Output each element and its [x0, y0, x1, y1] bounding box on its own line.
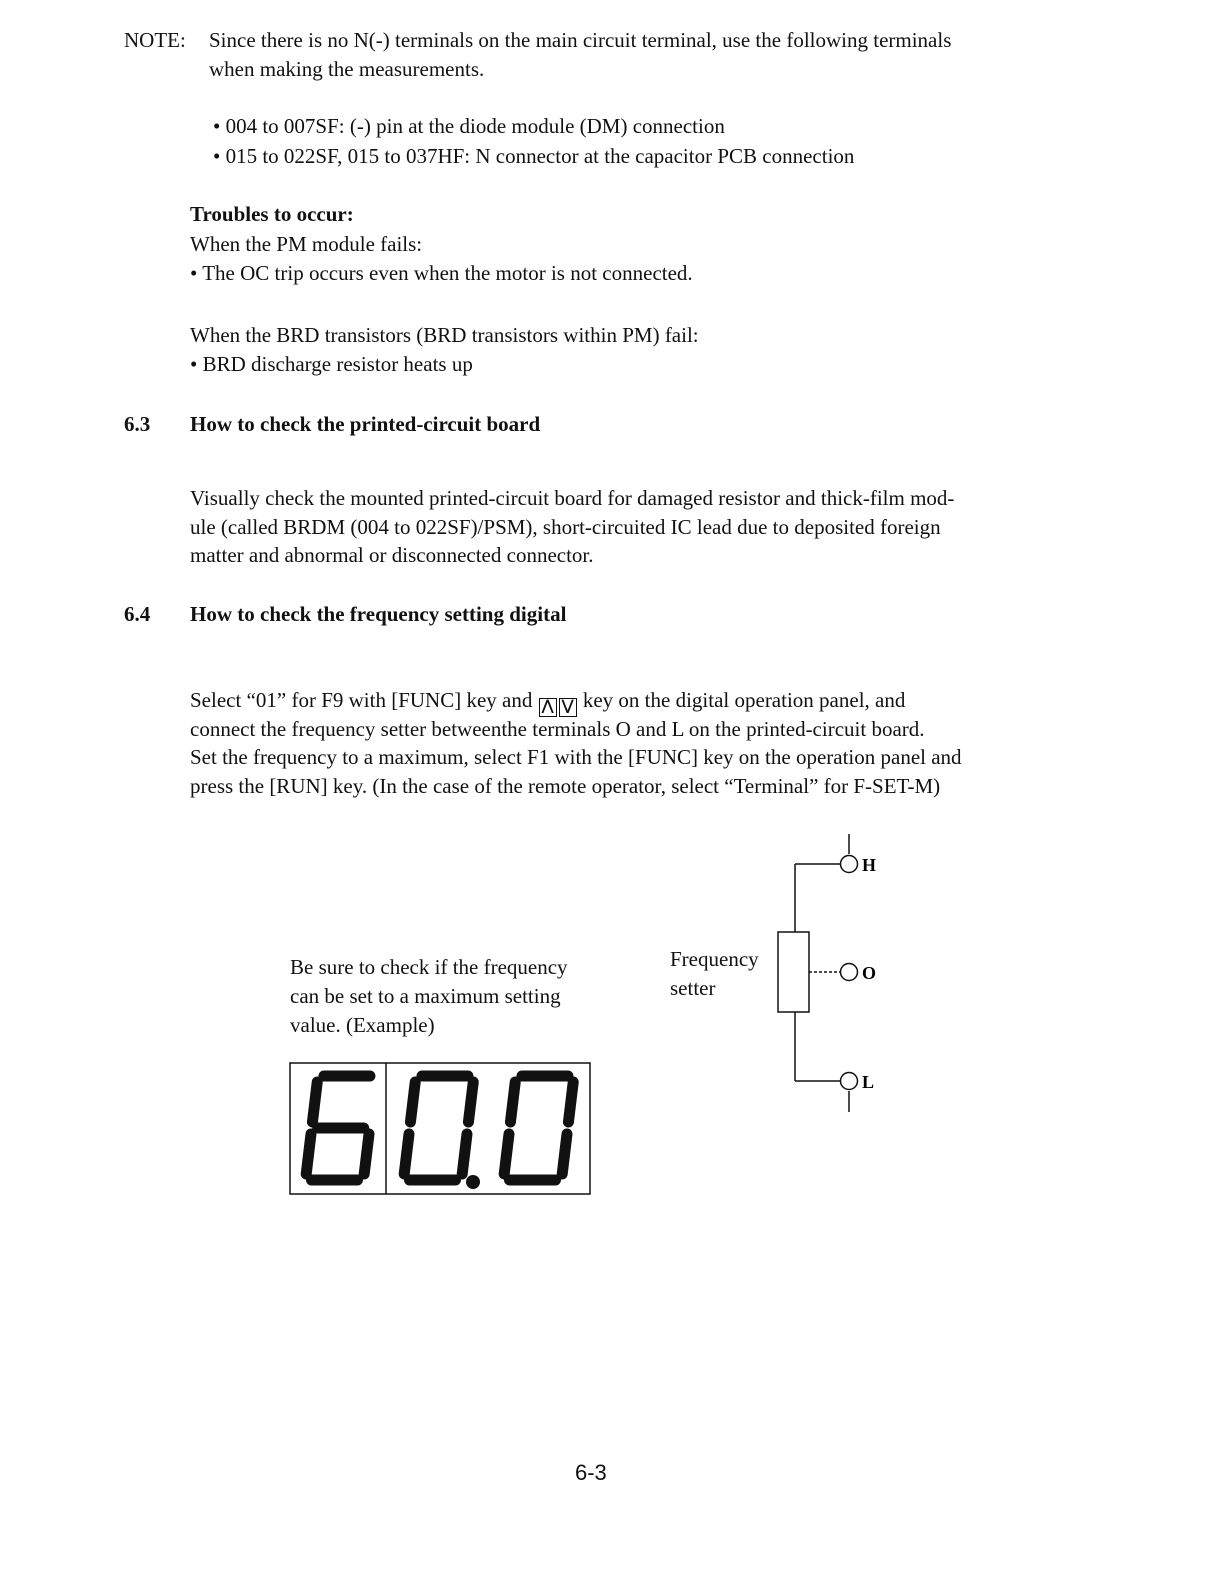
caption-line-2: can be set to a maximum setting	[290, 984, 561, 1008]
caption-line-3: value. (Example)	[290, 1013, 435, 1037]
section-6-4-line-1	[190, 686, 905, 717]
troubles-brd-bullet: • BRD discharge resistor heats up	[190, 352, 473, 376]
digit-3-segment-f	[510, 1082, 515, 1122]
troubles-heading: Troubles to occur:	[190, 202, 354, 226]
section-6-4-number: 6.4	[124, 602, 151, 626]
troubles-pm-bullet: • The OC trip occurs even when the motor is not connected.	[190, 261, 693, 285]
seven-segment-display	[289, 1062, 591, 1195]
section-6-4-title: How to check the frequency setting digital	[190, 602, 567, 626]
section-6-4-line-4: press the [RUN] key. (In the case of the remote operator, select “Terminal” for F-SET-M)	[190, 774, 941, 798]
note-bullet-1: • 004 to 007SF: (-) pin at the diode module (DM) connection	[213, 114, 725, 138]
terminal-o-circle	[841, 964, 858, 981]
terminal-l-label: L	[862, 1072, 875, 1092]
digit-1-segment-c	[364, 1134, 369, 1174]
troubles-brd-fail: When the BRD transistors (BRD transistors within PM) fail:	[190, 323, 699, 347]
setter-label-line-2: setter	[670, 976, 716, 1000]
note-bullet-2: • 015 to 022SF, 015 to 037HF: N connector at the capacitor PCB connection	[213, 144, 855, 168]
terminal-o-label: O	[862, 963, 877, 983]
digit-2-segment-e	[404, 1134, 409, 1174]
section-6-4-line-1-b: key on the digital operation panel, and	[582, 688, 906, 712]
terminal-l-circle	[841, 1073, 858, 1090]
decimal-point	[466, 1175, 480, 1189]
digit-2-segment-c	[462, 1134, 467, 1174]
terminal-h-label: H	[862, 855, 877, 875]
troubles-pm-fail: When the PM module fails:	[190, 232, 423, 256]
note-label: NOTE:	[124, 28, 186, 52]
section-6-3-line-2: ule (called BRDM (004 to 022SF)/PSM), short-circuited IC lead due to deposited foreign	[190, 515, 941, 539]
section-6-3-title: How to check the printed-circuit board	[190, 412, 541, 436]
section-6-4-line-1-a: Select “01” for F9 with [FUNC] key and	[190, 688, 533, 712]
page-number: 6-3	[575, 1460, 607, 1485]
section-6-4-line-2: connect the frequency setter betweenthe terminals O and L on the printed-circuit board.	[190, 717, 925, 741]
terminal-h-circle	[841, 856, 858, 873]
caption-line-1: Be sure to check if the frequency	[290, 955, 568, 979]
figure-caption	[290, 953, 620, 1040]
section-6-3-line-3: matter and abnormal or disconnected connector.	[190, 543, 594, 567]
up-key-icon: ⋀	[539, 698, 557, 717]
setter-label-line-1: Frequency	[670, 947, 759, 971]
digit-1-segment-f	[312, 1082, 317, 1122]
digit-3-segment-b	[568, 1082, 573, 1122]
note-line-1: Since there is no N(-) terminals on the main circuit terminal, use the following terminals	[209, 28, 952, 52]
section-6-3-line-1: Visually check the mounted printed-circuit board for damaged resistor and thick-film mod-	[190, 486, 955, 510]
digit-1-segment-e	[306, 1134, 311, 1174]
digit-3-segment-c	[562, 1134, 567, 1174]
display-digits	[306, 1076, 573, 1189]
note-line-2: when making the measurements.	[209, 57, 485, 81]
potentiometer-body	[778, 932, 809, 1012]
frequency-setter-diagram	[770, 830, 900, 1120]
down-key-icon: ⋁	[559, 698, 577, 717]
frequency-setter-label	[670, 945, 759, 1003]
digit-2-segment-f	[410, 1082, 415, 1122]
section-6-3-number: 6.3	[124, 412, 151, 436]
digit-3-segment-e	[504, 1134, 509, 1174]
digit-2-segment-b	[468, 1082, 473, 1122]
section-6-4-line-3: Set the frequency to a maximum, select F1 with the [FUNC] key on the operation panel and	[190, 745, 962, 769]
